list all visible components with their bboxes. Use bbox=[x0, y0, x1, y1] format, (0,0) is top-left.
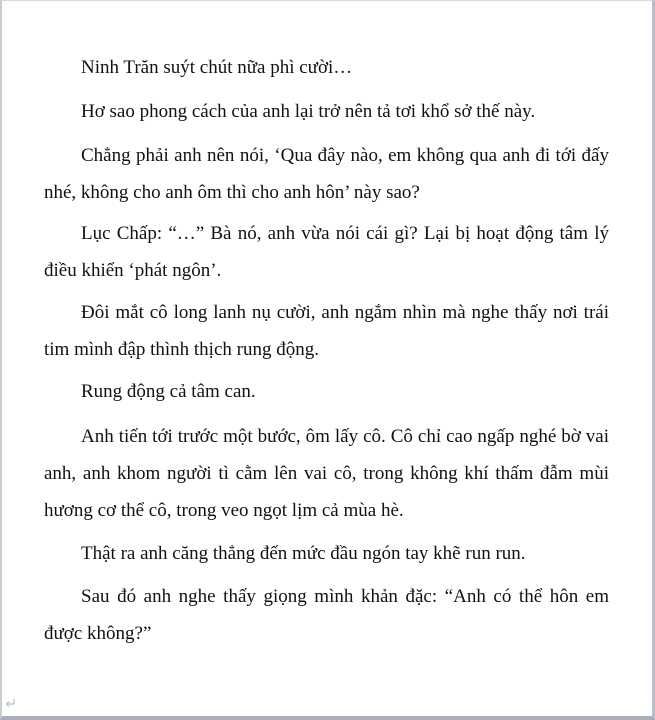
paragraph-2: Hơ sao phong cách của anh lại trở nên tả tơi khổ sở thế này. bbox=[81, 101, 536, 122]
paragraph-1: Ninh Trăn suýt chút nữa phì cười… bbox=[81, 57, 353, 78]
paragraph-5: Đôi mắt cô long lanh nụ cười, anh ngắm nhìn mà nghe thấy nơi trái tim mình đập thình thịch rung động. bbox=[44, 302, 609, 360]
paragraph-return-icon bbox=[4, 697, 16, 709]
paragraph-6: Rung động cả tâm can. bbox=[81, 381, 256, 402]
paragraph-4: Lục Chấp: “…” Bà nó, anh vừa nói cái gì? Lại bị hoạt động tâm lý điều khiển ‘phát ngôn’. bbox=[44, 223, 609, 281]
paragraph-3: Chẳng phải anh nên nói, ‘Qua đây nào, em không qua anh đi tới đấy nhé, không cho anh ôm thì cho anh hôn’ này sao? bbox=[44, 145, 609, 203]
paragraph-7: Anh tiến tới trước một bước, ôm lấy cô. Cô chỉ cao ngấp nghé bờ vai anh, anh khom người tì cằm lên vai cô, trong không khí thấm đẫm mùi hương cơ thể cô, trong veo ngọt lịm cả mùa hè. bbox=[44, 426, 609, 521]
paragraph-8: Thật ra anh căng thẳng đến mức đầu ngón tay khẽ run run. bbox=[81, 543, 526, 564]
paragraph-9: Sau đó anh nghe thấy giọng mình khản đặc: “Anh có thể hôn em được không?” bbox=[44, 586, 609, 644]
